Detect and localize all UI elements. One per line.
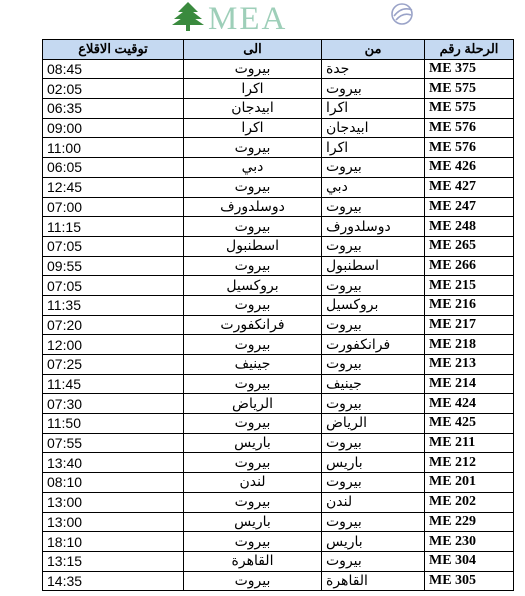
destination-cell: بيروت: [184, 335, 322, 355]
origin-cell: بيروت: [322, 473, 425, 493]
flight-number-cell: ME 212: [425, 453, 514, 473]
departure-time-cell: 12:00: [43, 335, 184, 355]
mea-logo-graphic: [170, 0, 420, 34]
departure-time-cell: 07:05: [43, 276, 184, 296]
origin-cell: بيروت: [322, 394, 425, 414]
destination-cell: بيروت: [184, 453, 322, 473]
flight-number-cell: ME 229: [425, 512, 514, 532]
flight-number-cell: ME 213: [425, 355, 514, 375]
origin-cell: لندن: [322, 492, 425, 512]
origin-cell: بروكسيل: [322, 295, 425, 315]
flight-number-cell: ME 375: [425, 59, 514, 79]
destination-cell: بروكسيل: [184, 276, 322, 296]
destination-cell: بيروت: [184, 295, 322, 315]
table-row: [43, 59, 514, 79]
origin-cell: باريس: [322, 532, 425, 552]
destination-cell: الرياض: [184, 394, 322, 414]
destination-cell: اكرا: [184, 79, 322, 99]
departure-time-cell: 07:20: [43, 315, 184, 335]
departure-time-cell: 09:55: [43, 256, 184, 276]
origin-cell: بيروت: [322, 197, 425, 217]
table-row: [43, 355, 514, 375]
flight-number-cell: ME 265: [425, 236, 514, 256]
destination-cell: دوسلدورف: [184, 197, 322, 217]
table-row: [43, 473, 514, 493]
departure-time-cell: 14:35: [43, 571, 184, 591]
departure-time-cell: 09:00: [43, 118, 184, 138]
origin-cell: اكرا: [322, 99, 425, 119]
flight-number-cell: ME 216: [425, 295, 514, 315]
table-row: [43, 551, 514, 571]
departure-time-cell: 11:15: [43, 217, 184, 237]
flight-number-cell: ME 230: [425, 532, 514, 552]
table-row: [43, 414, 514, 434]
table-row: [43, 99, 514, 119]
header-flight: الرحلة رقم: [425, 40, 514, 60]
destination-cell: لندن: [184, 473, 322, 493]
destination-cell: بيروت: [184, 138, 322, 158]
flight-number-cell: ME 427: [425, 177, 514, 197]
origin-cell: بيروت: [322, 355, 425, 375]
departure-time-cell: 06:35: [43, 99, 184, 119]
destination-cell: دبي: [184, 158, 322, 178]
flight-number-cell: ME 248: [425, 217, 514, 237]
destination-cell: جينيف: [184, 355, 322, 375]
origin-cell: بيروت: [322, 433, 425, 453]
origin-cell: بيروت: [322, 512, 425, 532]
flight-number-cell: ME 201: [425, 473, 514, 493]
flight-number-cell: ME 247: [425, 197, 514, 217]
departure-time-cell: 07:05: [43, 236, 184, 256]
table-header-row: [43, 40, 514, 60]
logo-text: MEA: [208, 1, 288, 34]
destination-cell: فرانكفورت: [184, 315, 322, 335]
mea-logo: [170, 0, 420, 34]
departure-time-cell: 07:00: [43, 197, 184, 217]
table-row: [43, 335, 514, 355]
destination-cell: بيروت: [184, 177, 322, 197]
flight-number-cell: ME 202: [425, 492, 514, 512]
origin-cell: اسطنبول: [322, 256, 425, 276]
destination-cell: بيروت: [184, 571, 322, 591]
destination-cell: باريس: [184, 512, 322, 532]
table-row: [43, 571, 514, 591]
table-row: [43, 236, 514, 256]
departure-time-cell: 06:05: [43, 158, 184, 178]
origin-cell: فرانكفورت: [322, 335, 425, 355]
origin-cell: بيروت: [322, 315, 425, 335]
flight-number-cell: ME 575: [425, 79, 514, 99]
table-row: [43, 295, 514, 315]
destination-cell: ابيدجان: [184, 99, 322, 119]
table-row: [43, 197, 514, 217]
origin-cell: بيروت: [322, 276, 425, 296]
departure-time-cell: 07:55: [43, 433, 184, 453]
flight-number-cell: ME 215: [425, 276, 514, 296]
destination-cell: بيروت: [184, 374, 322, 394]
bird-icon: [392, 4, 412, 24]
destination-cell: اسطنبول: [184, 236, 322, 256]
origin-cell: اكرا: [322, 138, 425, 158]
table-row: [43, 217, 514, 237]
destination-cell: بيروت: [184, 492, 322, 512]
departure-time-cell: 13:15: [43, 551, 184, 571]
flight-number-cell: ME 576: [425, 118, 514, 138]
departure-time-cell: 11:45: [43, 374, 184, 394]
flight-number-cell: ME 424: [425, 394, 514, 414]
origin-cell: بيروت: [322, 158, 425, 178]
table-row: [43, 276, 514, 296]
flight-number-cell: ME 425: [425, 414, 514, 434]
origin-cell: باريس: [322, 453, 425, 473]
origin-cell: بيروت: [322, 79, 425, 99]
flight-number-cell: ME 426: [425, 158, 514, 178]
flight-schedule-table: [42, 39, 514, 591]
table-row: [43, 532, 514, 552]
flight-number-cell: ME 305: [425, 571, 514, 591]
flight-number-cell: ME 214: [425, 374, 514, 394]
table-row: [43, 512, 514, 532]
header-time: توقيت الاقلاع: [43, 40, 184, 60]
destination-cell: بيروت: [184, 532, 322, 552]
table-row: [43, 256, 514, 276]
flight-number-cell: ME 266: [425, 256, 514, 276]
table-row: [43, 177, 514, 197]
destination-cell: بيروت: [184, 256, 322, 276]
table-row: [43, 433, 514, 453]
departure-time-cell: 07:25: [43, 355, 184, 375]
origin-cell: دوسلدورف: [322, 217, 425, 237]
departure-time-cell: 08:10: [43, 473, 184, 493]
table-row: [43, 394, 514, 414]
departure-time-cell: 11:00: [43, 138, 184, 158]
departure-time-cell: 18:10: [43, 532, 184, 552]
destination-cell: باريس: [184, 433, 322, 453]
flight-number-cell: ME 575: [425, 99, 514, 119]
origin-cell: جدة: [322, 59, 425, 79]
destination-cell: بيروت: [184, 217, 322, 237]
flight-number-cell: ME 304: [425, 551, 514, 571]
origin-cell: جينيف: [322, 374, 425, 394]
departure-time-cell: 13:00: [43, 512, 184, 532]
flight-number-cell: ME 217: [425, 315, 514, 335]
origin-cell: بيروت: [322, 236, 425, 256]
destination-cell: بيروت: [184, 414, 322, 434]
table-row: [43, 158, 514, 178]
origin-cell: القاهرة: [322, 571, 425, 591]
departure-time-cell: 13:00: [43, 492, 184, 512]
departure-time-cell: 12:45: [43, 177, 184, 197]
origin-cell: بيروت: [322, 551, 425, 571]
table-row: [43, 79, 514, 99]
cedar-icon: [172, 2, 204, 31]
origin-cell: دبي: [322, 177, 425, 197]
origin-cell: الرياض: [322, 414, 425, 434]
table-row: [43, 453, 514, 473]
table-row: [43, 492, 514, 512]
departure-time-cell: 02:05: [43, 79, 184, 99]
table-row: [43, 138, 514, 158]
header-from: من: [322, 40, 425, 60]
departure-time-cell: 11:50: [43, 414, 184, 434]
flight-number-cell: ME 576: [425, 138, 514, 158]
departure-time-cell: 13:40: [43, 453, 184, 473]
flight-number-cell: ME 211: [425, 433, 514, 453]
flight-number-cell: ME 218: [425, 335, 514, 355]
origin-cell: ابيدجان: [322, 118, 425, 138]
destination-cell: بيروت: [184, 59, 322, 79]
table-row: [43, 315, 514, 335]
departure-time-cell: 08:45: [43, 59, 184, 79]
header-to: الى: [184, 40, 322, 60]
departure-time-cell: 11:35: [43, 295, 184, 315]
departure-time-cell: 07:30: [43, 394, 184, 414]
table-row: [43, 374, 514, 394]
destination-cell: القاهرة: [184, 551, 322, 571]
destination-cell: اكرا: [184, 118, 322, 138]
table-row: [43, 118, 514, 138]
